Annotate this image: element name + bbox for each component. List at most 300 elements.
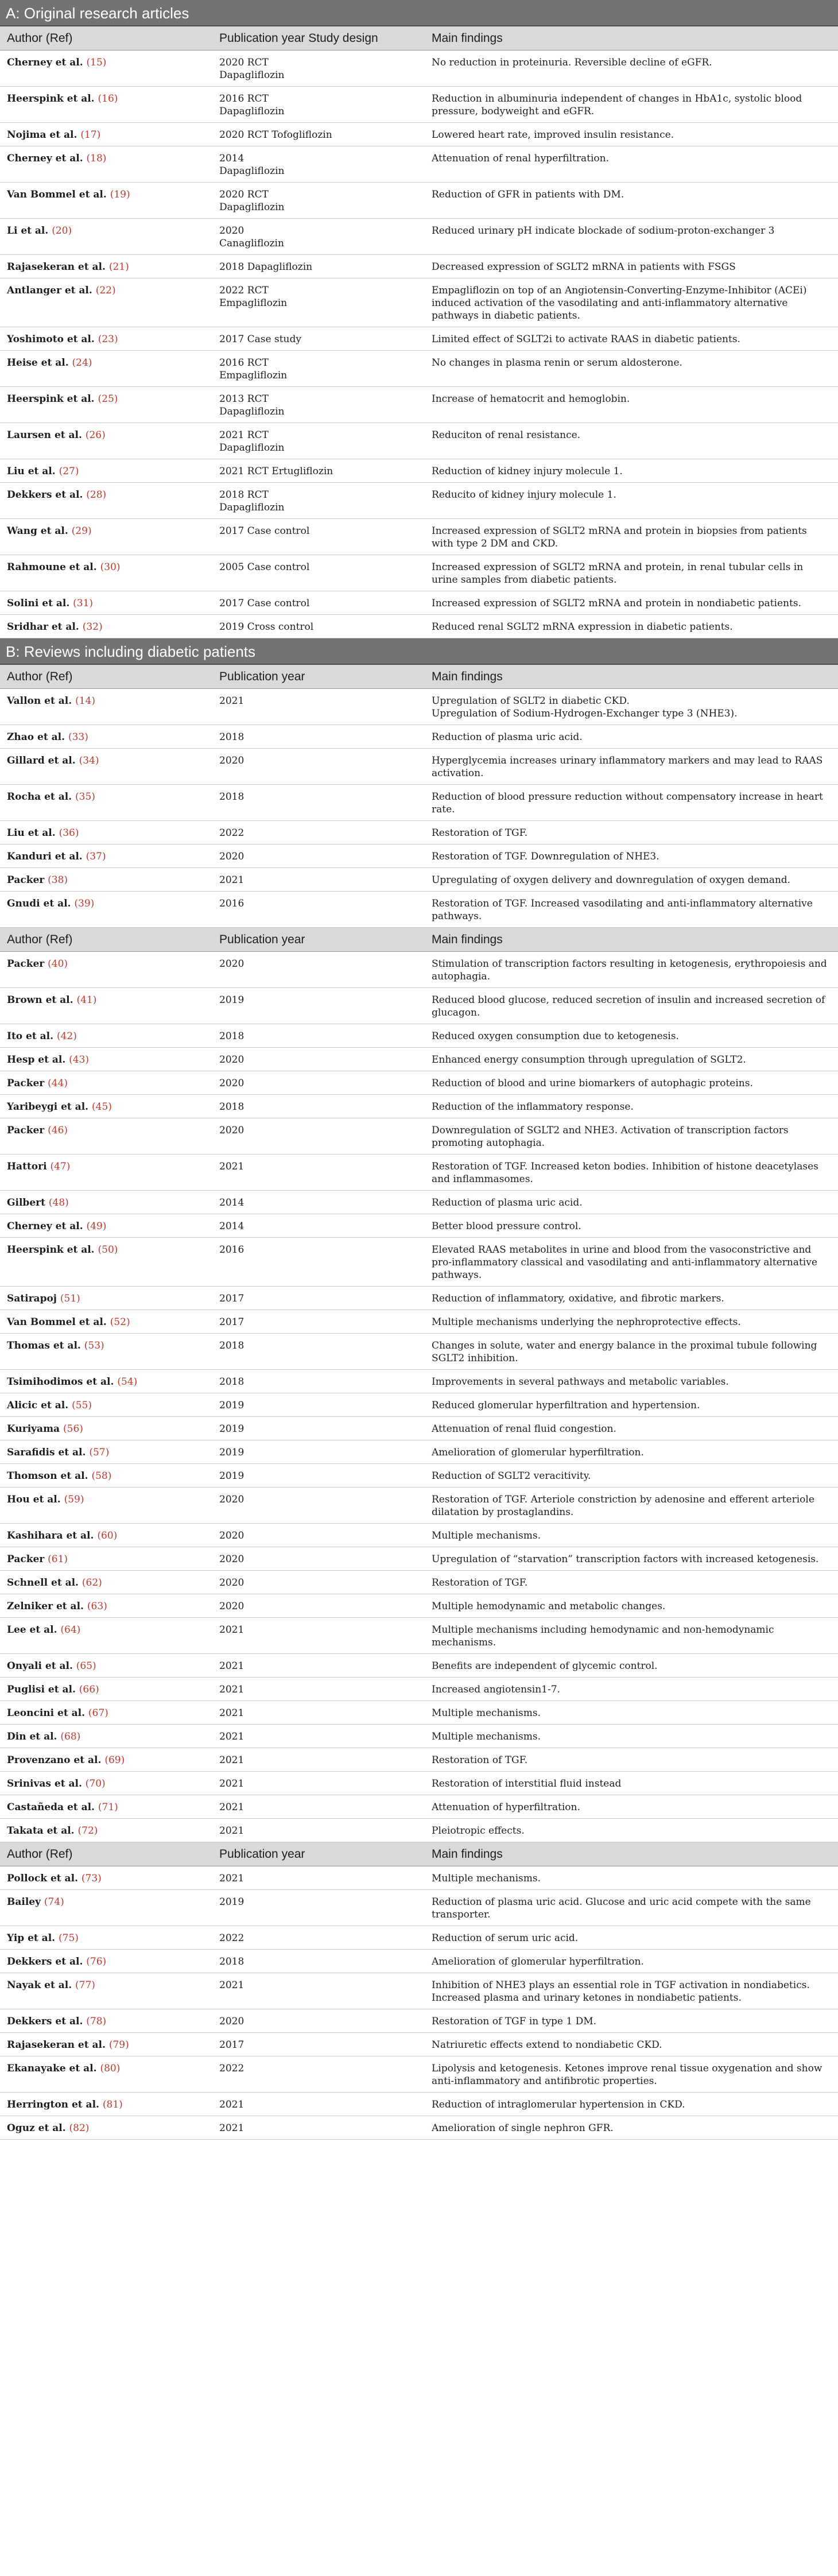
reference-link[interactable]: (64) bbox=[60, 1624, 81, 1636]
reference-link[interactable]: (19) bbox=[110, 189, 130, 200]
publication-cell: 2020 bbox=[219, 1530, 245, 1541]
reference-link[interactable]: (23) bbox=[98, 334, 118, 345]
author-cell bbox=[0, 2093, 212, 2116]
reference-link[interactable]: (67) bbox=[88, 1707, 108, 1719]
table-row bbox=[0, 1071, 838, 1095]
publication-cell: 2021 bbox=[219, 1873, 245, 1884]
publication-cell: 2016 bbox=[219, 1244, 245, 1256]
section-title: B: Reviews including diabetic patients bbox=[0, 638, 838, 665]
findings-cell: Upregulation of “starvation” transcription factors with increased ketogenesis. bbox=[432, 1554, 819, 1565]
findings-cell: Reduced glomerular hyperfiltration and hypertension. bbox=[432, 1400, 700, 1411]
reference-link[interactable]: (54) bbox=[117, 1376, 138, 1388]
author-name: Dekkers et al. bbox=[7, 1956, 83, 1967]
author-cell bbox=[0, 278, 212, 327]
reference-link[interactable]: (45) bbox=[92, 1101, 112, 1113]
author-name: Cherney et al. bbox=[7, 57, 83, 68]
author-name: Srinivas et al. bbox=[7, 1778, 82, 1789]
author-name: Heerspink et al. bbox=[7, 93, 95, 104]
publication-cell: 2020 bbox=[219, 1078, 245, 1089]
publication-cell: 2016 bbox=[219, 898, 245, 909]
publication-cell: 2020 bbox=[219, 1054, 245, 1066]
author-name: Liu et al. bbox=[7, 827, 56, 839]
findings-cell: Amelioration of single nephron GFR. bbox=[432, 2122, 614, 2134]
publication-cell: 2014 bbox=[219, 1221, 245, 1232]
author-cell bbox=[0, 845, 212, 867]
author-cell bbox=[0, 1118, 212, 1154]
reference-link[interactable]: (16) bbox=[98, 93, 118, 104]
table-row bbox=[0, 785, 838, 821]
author-cell bbox=[0, 868, 212, 891]
author-cell bbox=[0, 219, 212, 254]
reference-link[interactable]: (72) bbox=[77, 1825, 98, 1837]
author-cell bbox=[0, 615, 212, 638]
author-name: Zelniker et al. bbox=[7, 1601, 84, 1612]
table-row bbox=[0, 1594, 838, 1618]
publication-cell: 2020 bbox=[219, 2016, 245, 2027]
column-header-findings: Main findings bbox=[432, 32, 503, 45]
column-header-author: Author (Ref) bbox=[7, 933, 73, 946]
reference-link[interactable]: (17) bbox=[80, 129, 101, 141]
table-row bbox=[0, 327, 838, 351]
findings-cell: Restoration of TGF. bbox=[432, 827, 528, 839]
publication-cell: 2021 RCT Ertugliflozin bbox=[219, 466, 333, 477]
reference-link[interactable]: (18) bbox=[86, 153, 107, 164]
findings-cell: Multiple mechanisms. bbox=[432, 1530, 541, 1541]
table-row bbox=[0, 1524, 838, 1547]
findings-cell: Multiple mechanisms including hemodynamic and non-hemodynamic mechanisms. bbox=[432, 1624, 774, 1648]
reference-link[interactable]: (76) bbox=[86, 1956, 107, 1967]
reference-link[interactable]: (50) bbox=[98, 1244, 118, 1256]
author-cell bbox=[0, 1795, 212, 1818]
table-row bbox=[0, 1748, 838, 1772]
reference-link[interactable]: (21) bbox=[108, 261, 129, 273]
author-name: Heerspink et al. bbox=[7, 393, 95, 405]
reference-link[interactable]: (28) bbox=[86, 489, 107, 501]
reference-link[interactable]: (75) bbox=[59, 1932, 79, 1944]
author-name: Heerspink et al. bbox=[7, 1244, 95, 1256]
publication-cell: 2021 bbox=[219, 695, 245, 707]
reference-link[interactable]: (71) bbox=[98, 1802, 118, 1813]
author-cell bbox=[0, 1524, 212, 1547]
author-name: Thomas et al. bbox=[7, 1340, 81, 1351]
column-header-publication: Publication year bbox=[219, 1847, 305, 1861]
publication-cell: 2019 bbox=[219, 1447, 245, 1458]
publication-cell: 2021 bbox=[219, 1825, 245, 1837]
column-header-row bbox=[0, 1842, 838, 1866]
author-cell bbox=[0, 892, 212, 927]
author-name: Nojima et al. bbox=[7, 129, 77, 141]
findings-cell: Improvements in several pathways and metabolic variables. bbox=[432, 1376, 729, 1388]
table-row bbox=[0, 1024, 838, 1048]
table-row bbox=[0, 1191, 838, 1214]
reference-link[interactable]: (59) bbox=[64, 1494, 84, 1505]
reference-link[interactable]: (82) bbox=[69, 2122, 90, 2134]
table-row bbox=[0, 2009, 838, 2033]
findings-cell: Natriuretic effects extend to nondiabetic CKD. bbox=[432, 2039, 662, 2051]
reference-link[interactable]: (41) bbox=[76, 994, 97, 1006]
reference-link[interactable]: (68) bbox=[60, 1731, 81, 1742]
author-cell bbox=[0, 519, 212, 555]
reference-link[interactable]: (40) bbox=[48, 958, 68, 970]
author-name: Puglisi et al. bbox=[7, 1684, 76, 1695]
publication-cell: 2019 bbox=[219, 1423, 245, 1435]
findings-cell: Downregulation of SGLT2 and NHE3. Activation of transcription factors promoting autophagia. bbox=[432, 1125, 789, 1149]
reference-link[interactable]: (47) bbox=[50, 1161, 71, 1172]
table-row bbox=[0, 423, 838, 459]
author-cell bbox=[0, 1866, 212, 1889]
reference-link[interactable]: (70) bbox=[85, 1778, 106, 1789]
column-header-row bbox=[0, 26, 838, 51]
reference-link[interactable]: (73) bbox=[81, 1873, 102, 1884]
author-name: Hou et al. bbox=[7, 1494, 61, 1505]
findings-cell: Reduction of plasma uric acid. Glucose and uric acid compete with the same transporter. bbox=[432, 1896, 811, 1920]
reference-link[interactable]: (60) bbox=[97, 1530, 118, 1541]
findings-cell: Inhibition of NHE3 plays an essential role in TGF activation in nondiabetics. Increased plasma and urinary ketones in nondiabetic patients. bbox=[432, 1980, 810, 2004]
author-cell bbox=[0, 1440, 212, 1463]
findings-cell: Restoration of TGF. bbox=[432, 1754, 528, 1766]
table-row bbox=[0, 892, 838, 928]
author-cell bbox=[0, 1701, 212, 1724]
publication-cell: 2021 bbox=[219, 1624, 245, 1636]
table-row bbox=[0, 1890, 838, 1926]
column-header-findings: Main findings bbox=[432, 1847, 503, 1861]
reference-link[interactable]: (62) bbox=[82, 1577, 102, 1589]
table-row bbox=[0, 1488, 838, 1524]
author-name: Oguz et al. bbox=[7, 2122, 66, 2134]
author-cell bbox=[0, 1155, 212, 1190]
findings-cell: Restoration of TGF. Arteriole constriction by adenosine and efferent arteriole dilatation by prostaglandins. bbox=[432, 1494, 814, 1518]
author-cell bbox=[0, 146, 212, 182]
findings-cell: Multiple mechanisms. bbox=[432, 1873, 541, 1884]
author-cell bbox=[0, 1238, 212, 1286]
author-cell bbox=[0, 327, 212, 350]
reference-link[interactable]: (27) bbox=[59, 466, 79, 477]
reference-link[interactable]: (48) bbox=[48, 1197, 69, 1208]
reference-link[interactable]: (46) bbox=[48, 1125, 68, 1136]
publication-cell: 2021 bbox=[219, 1754, 245, 1766]
findings-cell: Decreased expression of SGLT2 mRNA in patients with FSGS bbox=[432, 261, 736, 273]
author-cell bbox=[0, 1393, 212, 1416]
publication-cell: 2017 Case study bbox=[219, 334, 301, 345]
publication-cell: 2014 Dapagliflozin bbox=[219, 153, 285, 177]
author-name: Laursen et al. bbox=[7, 429, 82, 441]
author-name: Pollock et al. bbox=[7, 1873, 78, 1884]
author-name: Rajasekeran et al. bbox=[7, 2039, 106, 2051]
table-row bbox=[0, 51, 838, 87]
table-row bbox=[0, 1048, 838, 1071]
reference-link[interactable]: (24) bbox=[72, 357, 92, 369]
findings-cell: Reduced urinary pH indicate blockade of sodium-proton-exchanger 3 bbox=[432, 225, 775, 237]
table-row bbox=[0, 1866, 838, 1890]
findings-cell: Reduction of kidney injury molecule 1. bbox=[432, 466, 623, 477]
reference-link[interactable]: (77) bbox=[75, 1980, 95, 1991]
author-name: Ekanayake et al. bbox=[7, 2063, 97, 2074]
author-cell bbox=[0, 2056, 212, 2092]
reference-link[interactable]: (44) bbox=[48, 1078, 68, 1089]
reference-link[interactable]: (80) bbox=[100, 2063, 121, 2074]
reference-link[interactable]: (66) bbox=[79, 1684, 99, 1695]
reference-link[interactable]: (52) bbox=[110, 1316, 130, 1328]
author-name: Rajasekeran et al. bbox=[7, 261, 106, 273]
publication-cell: 2018 Dapagliflozin bbox=[219, 261, 313, 273]
publication-cell: 2018 bbox=[219, 1101, 245, 1113]
publication-cell: 2021 bbox=[219, 2099, 245, 2110]
table-row bbox=[0, 351, 838, 387]
reference-link[interactable]: (63) bbox=[87, 1601, 107, 1612]
findings-cell: Reduciton of renal resistance. bbox=[432, 429, 581, 441]
author-cell bbox=[0, 483, 212, 518]
publication-cell: 2021 bbox=[219, 1778, 245, 1789]
author-cell bbox=[0, 1725, 212, 1748]
reference-link[interactable]: (15) bbox=[86, 57, 107, 68]
findings-cell: Lipolysis and ketogenesis. Ketones improve renal tissue oxygenation and show anti-inflammatory and antifibrotic properties. bbox=[432, 2063, 823, 2087]
findings-cell: Reduction of plasma uric acid. bbox=[432, 731, 583, 743]
author-cell bbox=[0, 952, 212, 987]
reference-link[interactable]: (20) bbox=[52, 225, 72, 237]
publication-cell: 2021 bbox=[219, 1980, 245, 1991]
reference-link[interactable]: (32) bbox=[82, 621, 103, 633]
publication-cell: 2018 bbox=[219, 791, 245, 803]
findings-cell: Reduction in albuminuria independent of changes in HbA1c, systolic blood pressure, bodyweight and eGFR. bbox=[432, 93, 802, 117]
author-cell bbox=[0, 459, 212, 482]
reference-link[interactable]: (30) bbox=[100, 561, 121, 573]
publication-cell: 2013 RCT Dapagliflozin bbox=[219, 393, 285, 417]
table-row bbox=[0, 1287, 838, 1310]
reference-link[interactable]: (43) bbox=[69, 1054, 90, 1066]
findings-cell: Restoration of TGF in type 1 DM. bbox=[432, 2016, 597, 2027]
publication-cell: 2021 bbox=[219, 1707, 245, 1719]
reference-link[interactable]: (14) bbox=[75, 695, 95, 707]
findings-cell: No reduction in proteinuria. Reversible decline of eGFR. bbox=[432, 57, 712, 68]
reference-link[interactable]: (36) bbox=[59, 827, 79, 839]
author-cell bbox=[0, 1214, 212, 1237]
author-name: Cherney et al. bbox=[7, 1221, 83, 1232]
findings-cell: Elevated RAAS metabolites in urine and blood from the vasoconstrictive and pro-inflammatory classical and vasodilating and anti-inflammatory alternative pathways. bbox=[432, 1244, 817, 1281]
findings-cell: Pleiotropic effects. bbox=[432, 1825, 525, 1837]
table-row bbox=[0, 219, 838, 255]
publication-cell: 2021 bbox=[219, 1660, 245, 1672]
reference-link[interactable]: (56) bbox=[63, 1423, 83, 1435]
table-row bbox=[0, 1654, 838, 1678]
table-row bbox=[0, 749, 838, 785]
table-row bbox=[0, 615, 838, 638]
author-cell bbox=[0, 821, 212, 844]
findings-cell: Multiple mechanisms. bbox=[432, 1731, 541, 1742]
author-cell bbox=[0, 1547, 212, 1570]
reference-link[interactable]: (22) bbox=[95, 285, 116, 296]
author-cell bbox=[0, 1926, 212, 1949]
author-name: Vallon et al. bbox=[7, 695, 72, 707]
table-row bbox=[0, 1214, 838, 1238]
publication-cell: 2017 bbox=[219, 1293, 245, 1304]
publication-cell: 2014 bbox=[219, 1197, 245, 1208]
author-name: Herrington et al. bbox=[7, 2099, 99, 2110]
publication-cell: 2017 Case control bbox=[219, 525, 310, 537]
table-row bbox=[0, 868, 838, 892]
table-row bbox=[0, 87, 838, 123]
reference-link[interactable]: (53) bbox=[84, 1340, 104, 1351]
author-cell bbox=[0, 1024, 212, 1047]
reference-link[interactable]: (58) bbox=[91, 1470, 112, 1482]
table-row bbox=[0, 1725, 838, 1748]
table-row bbox=[0, 2093, 838, 2116]
table-row bbox=[0, 483, 838, 519]
author-name: Van Bommel et al. bbox=[7, 189, 107, 200]
reference-link[interactable]: (57) bbox=[89, 1447, 110, 1458]
table-row bbox=[0, 1464, 838, 1488]
reference-link[interactable]: (31) bbox=[73, 598, 94, 609]
column-header-publication: Publication year bbox=[219, 933, 305, 946]
findings-cell: Reduction of plasma uric acid. bbox=[432, 1197, 583, 1208]
author-name: Solini et al. bbox=[7, 598, 70, 609]
author-name: Leoncini et al. bbox=[7, 1707, 85, 1719]
author-cell bbox=[0, 689, 212, 725]
column-header-publication: Publication year bbox=[219, 670, 305, 683]
author-name: Ito et al. bbox=[7, 1031, 54, 1042]
findings-cell: Attenuation of renal fluid congestion. bbox=[432, 1423, 616, 1435]
author-name: Heise et al. bbox=[7, 357, 69, 369]
table-row bbox=[0, 952, 838, 988]
reference-link[interactable]: (69) bbox=[104, 1754, 125, 1766]
findings-cell: Enhanced energy consumption through upregulation of SGLT2. bbox=[432, 1054, 746, 1066]
table-row bbox=[0, 183, 838, 219]
author-cell bbox=[0, 1095, 212, 1118]
reference-link[interactable]: (26) bbox=[85, 429, 106, 441]
publication-cell: 2016 RCT Dapagliflozin bbox=[219, 93, 285, 117]
author-cell bbox=[0, 2009, 212, 2032]
author-name: Dekkers et al. bbox=[7, 2016, 83, 2027]
publication-cell: 2017 bbox=[219, 1316, 245, 1328]
publication-cell: 2020 RCT Dapagliflozin bbox=[219, 189, 285, 213]
reference-link[interactable]: (79) bbox=[108, 2039, 129, 2051]
reference-link[interactable]: (78) bbox=[86, 2016, 107, 2027]
author-cell bbox=[0, 1678, 212, 1700]
author-cell bbox=[0, 1370, 212, 1393]
author-name: Gillard et al. bbox=[7, 755, 76, 766]
findings-cell: Hyperglycemia increases urinary inflammatory markers and may lead to RAAS activation. bbox=[432, 755, 823, 779]
author-cell bbox=[0, 1973, 212, 2009]
column-header-row bbox=[0, 665, 838, 689]
author-name: Takata et al. bbox=[7, 1825, 75, 1837]
publication-cell: 2020 bbox=[219, 755, 245, 766]
publication-cell: 2005 Case control bbox=[219, 561, 310, 573]
table-row bbox=[0, 1238, 838, 1287]
findings-cell: Reduction of inflammatory, oxidative, and fibrotic markers. bbox=[432, 1293, 724, 1304]
author-cell bbox=[0, 749, 212, 784]
table-row bbox=[0, 591, 838, 615]
publication-cell: 2020 bbox=[219, 1125, 245, 1136]
author-name: Din et al. bbox=[7, 1731, 57, 1742]
reference-link[interactable]: (39) bbox=[74, 898, 95, 909]
reference-link[interactable]: (33) bbox=[68, 731, 88, 743]
table-row bbox=[0, 519, 838, 555]
publication-cell: 2016 RCT Empagliflozin bbox=[219, 357, 288, 381]
author-name: Packer bbox=[7, 1125, 45, 1136]
table-row bbox=[0, 255, 838, 278]
table-row bbox=[0, 1310, 838, 1334]
author-name: Thomson et al. bbox=[7, 1470, 88, 1482]
reference-link[interactable]: (55) bbox=[72, 1400, 92, 1411]
author-name: Nayak et al. bbox=[7, 1980, 72, 1991]
reference-link[interactable]: (29) bbox=[71, 525, 92, 537]
reference-link[interactable]: (74) bbox=[44, 1896, 64, 1908]
table-row bbox=[0, 1095, 838, 1118]
author-cell bbox=[0, 1618, 212, 1653]
table-row bbox=[0, 1678, 838, 1701]
table-row bbox=[0, 1334, 838, 1370]
author-name: Zhao et al. bbox=[7, 731, 65, 743]
publication-cell: 2020 bbox=[219, 851, 245, 862]
findings-cell: Increased expression of SGLT2 mRNA and protein, in renal tubular cells in urine samples from diabetic patients. bbox=[432, 561, 804, 586]
reference-link[interactable]: (25) bbox=[98, 393, 118, 405]
publication-cell: 2022 bbox=[219, 1932, 245, 1944]
reference-link[interactable]: (49) bbox=[86, 1221, 107, 1232]
table-row bbox=[0, 1393, 838, 1417]
author-cell bbox=[0, 785, 212, 820]
author-cell bbox=[0, 1772, 212, 1795]
reference-link[interactable]: (35) bbox=[75, 791, 95, 803]
findings-cell: Reduced blood glucose, reduced secretion of insulin and increased secretion of glucagon. bbox=[432, 994, 825, 1018]
findings-cell: Amelioration of glomerular hyperfiltration. bbox=[432, 1447, 644, 1458]
findings-cell: Limited effect of SGLT2i to activate RAAS in diabetic patients. bbox=[432, 334, 740, 345]
table-section bbox=[0, 0, 838, 638]
findings-cell: Reduction of GFR in patients with DM. bbox=[432, 189, 624, 200]
publication-cell: 2017 Case control bbox=[219, 598, 310, 609]
author-name: Schnell et al. bbox=[7, 1577, 79, 1589]
author-name: Sridhar et al. bbox=[7, 621, 79, 633]
author-name: Kuriyama bbox=[7, 1423, 60, 1435]
publication-cell: 2018 RCT Dapagliflozin bbox=[219, 489, 285, 513]
reference-link[interactable]: (38) bbox=[48, 874, 68, 886]
reference-link[interactable]: (81) bbox=[102, 2099, 123, 2110]
author-name: Yip et al. bbox=[7, 1932, 56, 1944]
findings-cell: Restoration of interstitial fluid instead bbox=[432, 1778, 622, 1789]
reference-link[interactable]: (65) bbox=[76, 1660, 96, 1672]
publication-cell: 2017 bbox=[219, 2039, 245, 2051]
table-row bbox=[0, 1571, 838, 1594]
author-cell bbox=[0, 123, 212, 146]
author-cell bbox=[0, 1594, 212, 1617]
table-row bbox=[0, 1417, 838, 1440]
table-row bbox=[0, 2033, 838, 2056]
author-name: Kanduri et al. bbox=[7, 851, 83, 862]
author-name: Van Bommel et al. bbox=[7, 1316, 107, 1328]
reference-link[interactable]: (42) bbox=[56, 1031, 77, 1042]
author-name: Hesp et al. bbox=[7, 1054, 66, 1066]
findings-cell: Restoration of TGF. Increased keton bodies. Inhibition of histone deacetylases and inflammasomes. bbox=[432, 1161, 818, 1185]
reference-link[interactable]: (51) bbox=[60, 1293, 80, 1304]
author-name: Satirapoj bbox=[7, 1293, 57, 1304]
findings-cell: Restoration of TGF. bbox=[432, 1577, 528, 1589]
table-row bbox=[0, 821, 838, 845]
reference-link[interactable]: (61) bbox=[48, 1554, 68, 1565]
reference-link[interactable]: (37) bbox=[86, 851, 106, 862]
author-cell bbox=[0, 1048, 212, 1071]
author-cell bbox=[0, 1310, 212, 1333]
author-name: Antlanger et al. bbox=[7, 285, 92, 296]
publication-cell: 2019 bbox=[219, 1400, 245, 1411]
author-cell bbox=[0, 1748, 212, 1771]
table-row bbox=[0, 1973, 838, 2009]
table-row bbox=[0, 1370, 838, 1393]
author-name: Packer bbox=[7, 1078, 45, 1089]
table-row bbox=[0, 278, 838, 327]
reference-link[interactable]: (34) bbox=[79, 755, 99, 766]
column-header-author: Author (Ref) bbox=[7, 670, 73, 683]
findings-cell: Reduced renal SGLT2 mRNA expression in diabetic patients. bbox=[432, 621, 733, 633]
publication-cell: 2018 bbox=[219, 731, 245, 743]
table-row bbox=[0, 1547, 838, 1571]
